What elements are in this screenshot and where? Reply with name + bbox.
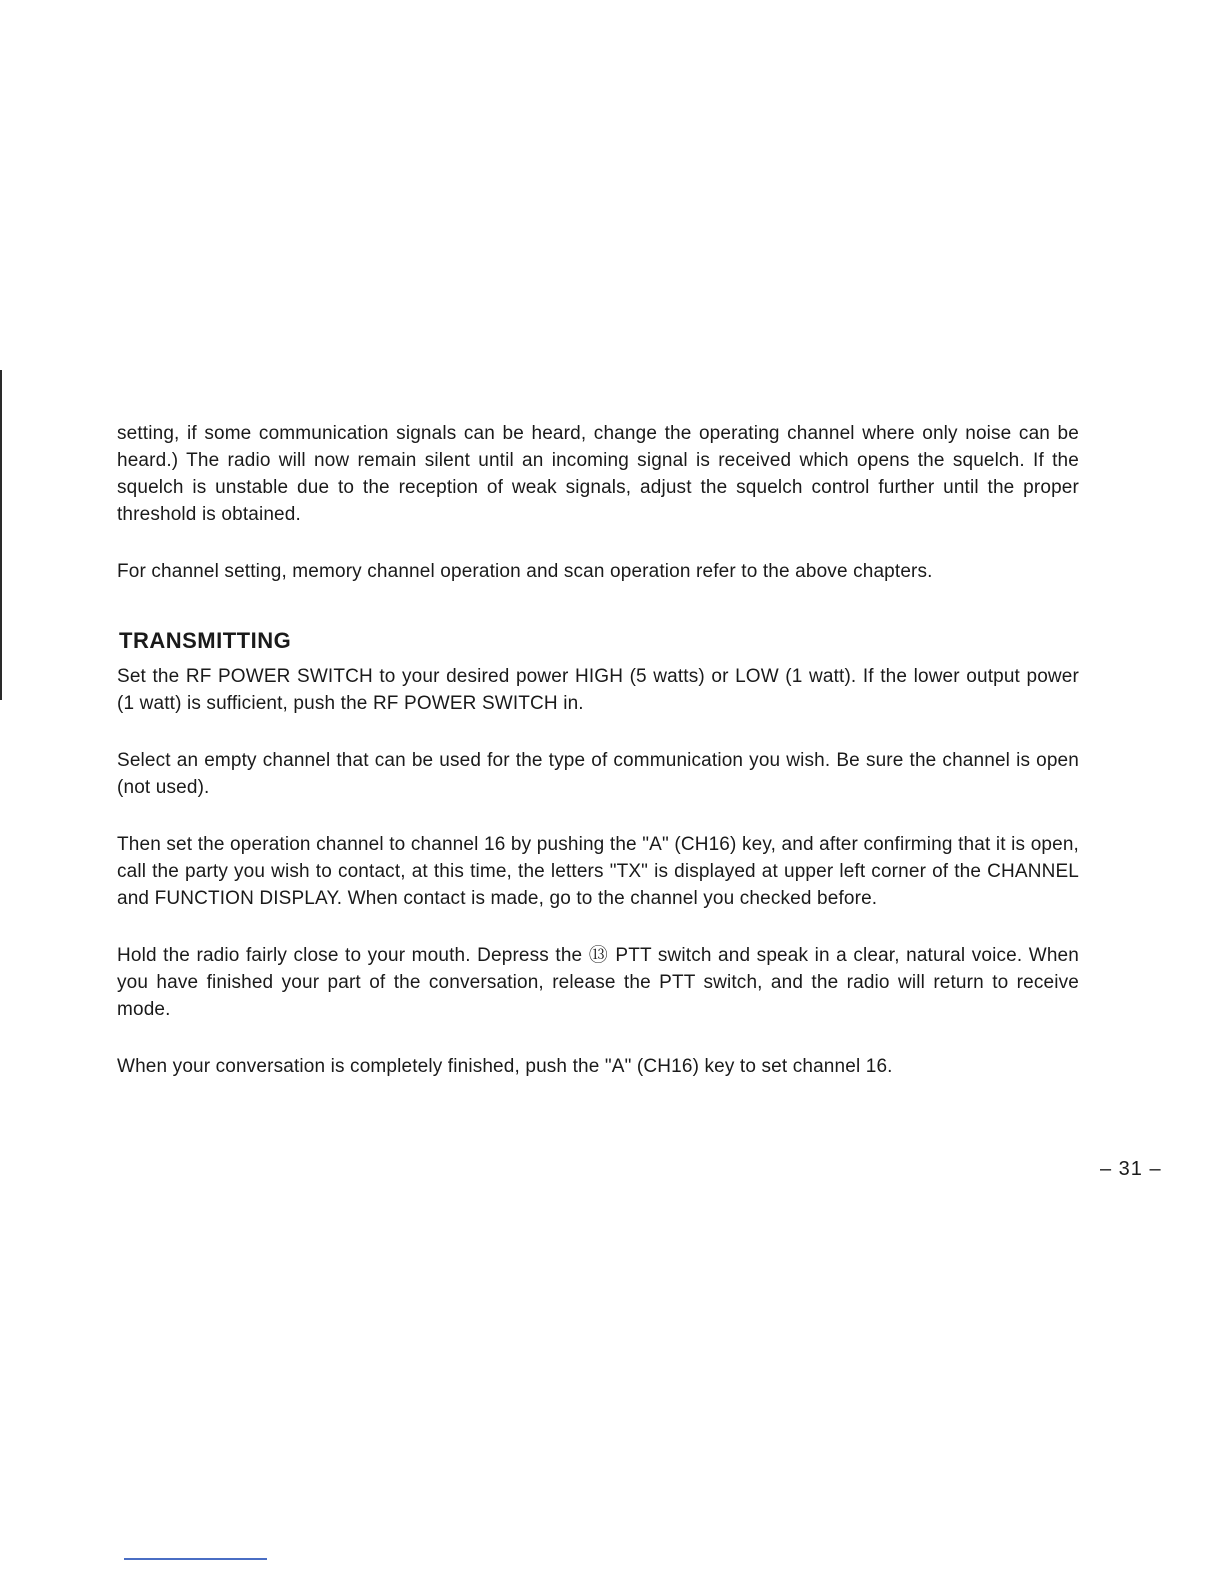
paragraph-rf-power: Set the RF POWER SWITCH to your desired power HIGH (5 watts) or LOW (1 watt). If the lower output power (1 watt) is sufficient, push the RF POWER SWITCH in. bbox=[117, 666, 1079, 714]
page-number: – 31 – bbox=[1100, 1158, 1162, 1180]
paragraph-ptt-speak: Hold the radio fairly close to your mouth. Depress the ⑬ PTT switch and speak in a clear, natural voice. When you have finished your part of the conversation, release the PTT switch, and the radio will return to receive mode. bbox=[117, 945, 1079, 1020]
bottom-rule bbox=[124, 1558, 267, 1560]
paragraph-finish-conversation: When your conversation is completely finished, push the "A" (CH16) key to set channel 16. bbox=[117, 1056, 893, 1077]
section-heading-transmitting: TRANSMITTING bbox=[119, 628, 292, 653]
paragraph-channel-setting-reference: For channel setting, memory channel operation and scan operation refer to the above chapters. bbox=[117, 561, 933, 582]
paragraph-select-channel: Select an empty channel that can be used for the type of communication you wish. Be sure the channel is open (not used). bbox=[117, 750, 1079, 798]
page-body bbox=[117, 420, 1079, 1080]
paragraph-channel-16-call: Then set the operation channel to channel 16 by pushing the "A" (CH16) key, and after confirming that it is open, call the party you wish to contact, at this time, the letters "TX" is displayed at upper left corner of the CHANNEL and FUNCTION DISPLAY. When contact is made, go to the channel you checked before. bbox=[117, 834, 1079, 909]
paragraph-squelch-setting: setting, if some communication signals can be heard, change the operating channel where only noise can be heard.) The radio will now remain silent until an incoming signal is received which opens the squelch. If the squelch is unstable due to the reception of weak signals, adjust the squelch control further until the proper threshold is obtained. bbox=[117, 423, 1079, 525]
left-margin-rule bbox=[0, 370, 2, 700]
